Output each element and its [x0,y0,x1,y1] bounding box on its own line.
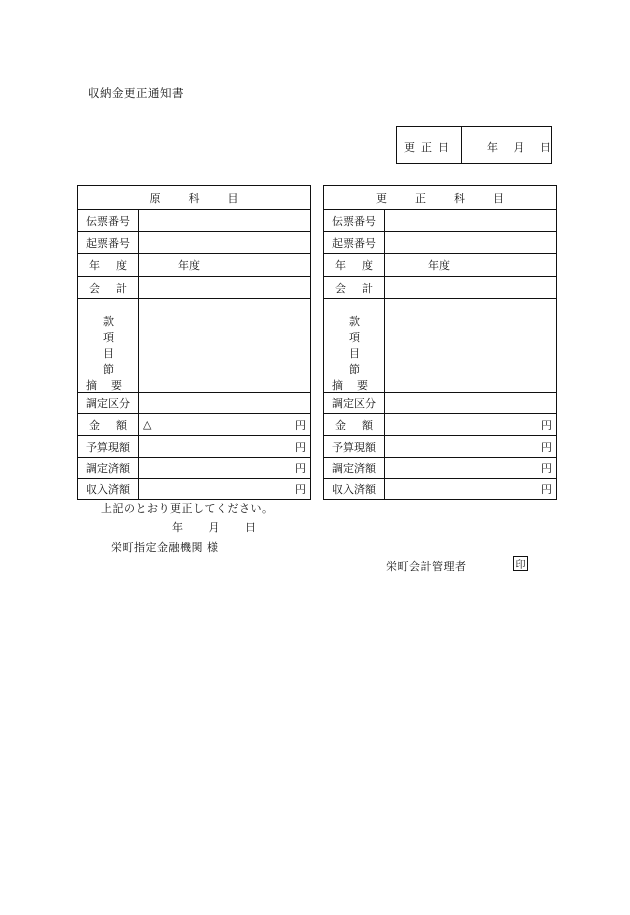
seal-mark: 印 [513,556,528,571]
classification-row[interactable] [78,298,310,392]
received-row[interactable]: 収入済額 円 [324,478,556,499]
fiscal-year-value: 年度 [178,259,200,272]
yen-label: 円 [541,483,552,496]
account-row[interactable]: 会計 [78,276,310,298]
month-label: 月 [513,141,525,154]
correction-date-label: 更正日 [404,141,455,154]
draft-number-row[interactable]: 起票番号 [324,231,556,253]
correction-date-value[interactable] [487,139,551,155]
voucher-number-row[interactable]: 伝票番号 [324,209,556,231]
yen-label: 円 [295,440,306,454]
budget-row[interactable]: 予算現額 円 [78,435,310,457]
panel-heading: 更正科目 [376,191,532,205]
yen-label: 円 [295,418,306,432]
document-title: 収納金更正通知書 [88,86,184,100]
adjust-class-row[interactable]: 調定区分 [78,392,310,413]
yen-label: 円 [541,462,552,475]
budget-row[interactable]: 予算現額 円 [324,435,556,457]
classification-labels: 款 項 目 節 摘要 [324,299,385,392]
amount-row[interactable]: 金額 △ 円 [78,413,310,435]
account-row[interactable]: 会計 [324,276,556,298]
correction-request-note: 上記のとおり更正してください。 [101,502,274,515]
adjusted-row[interactable]: 調定済額 円 [78,457,310,478]
fiscal-year-row[interactable]: 年度 年度 [78,253,310,276]
triangle-symbol: △ [143,418,152,431]
amount-row[interactable]: 金額 円 [324,413,556,435]
classification-labels: 款 項 目 節 摘要 [78,299,139,392]
accounting-manager: 栄町会計管理者 [386,560,467,573]
voucher-number-row[interactable]: 伝票番号 [78,209,310,231]
yen-label: 円 [541,418,552,432]
fiscal-year-row[interactable]: 年度 年度 [324,253,556,276]
fiscal-year-value: 年度 [428,259,450,272]
adjust-class-row[interactable]: 調定区分 [324,392,556,413]
addressee: 栄町指定金融機関 様 [111,541,219,554]
yen-label: 円 [295,462,306,475]
adjusted-row[interactable]: 調定済額 円 [324,457,556,478]
yen-label: 円 [541,440,552,454]
day-label: 日 [540,141,551,154]
classification-row[interactable] [324,298,556,392]
yen-label: 円 [295,483,306,496]
corrected-account-panel [323,185,557,500]
year-label: 年 [487,141,498,154]
correction-date-box [396,126,552,164]
original-account-panel [77,185,311,500]
received-row[interactable]: 収入済額 円 [78,478,310,499]
draft-number-row[interactable]: 起票番号 [78,231,310,253]
issue-date[interactable]: 年 月 日 [172,521,256,534]
panel-heading: 原科目 [149,191,267,205]
date-divider [461,127,462,163]
